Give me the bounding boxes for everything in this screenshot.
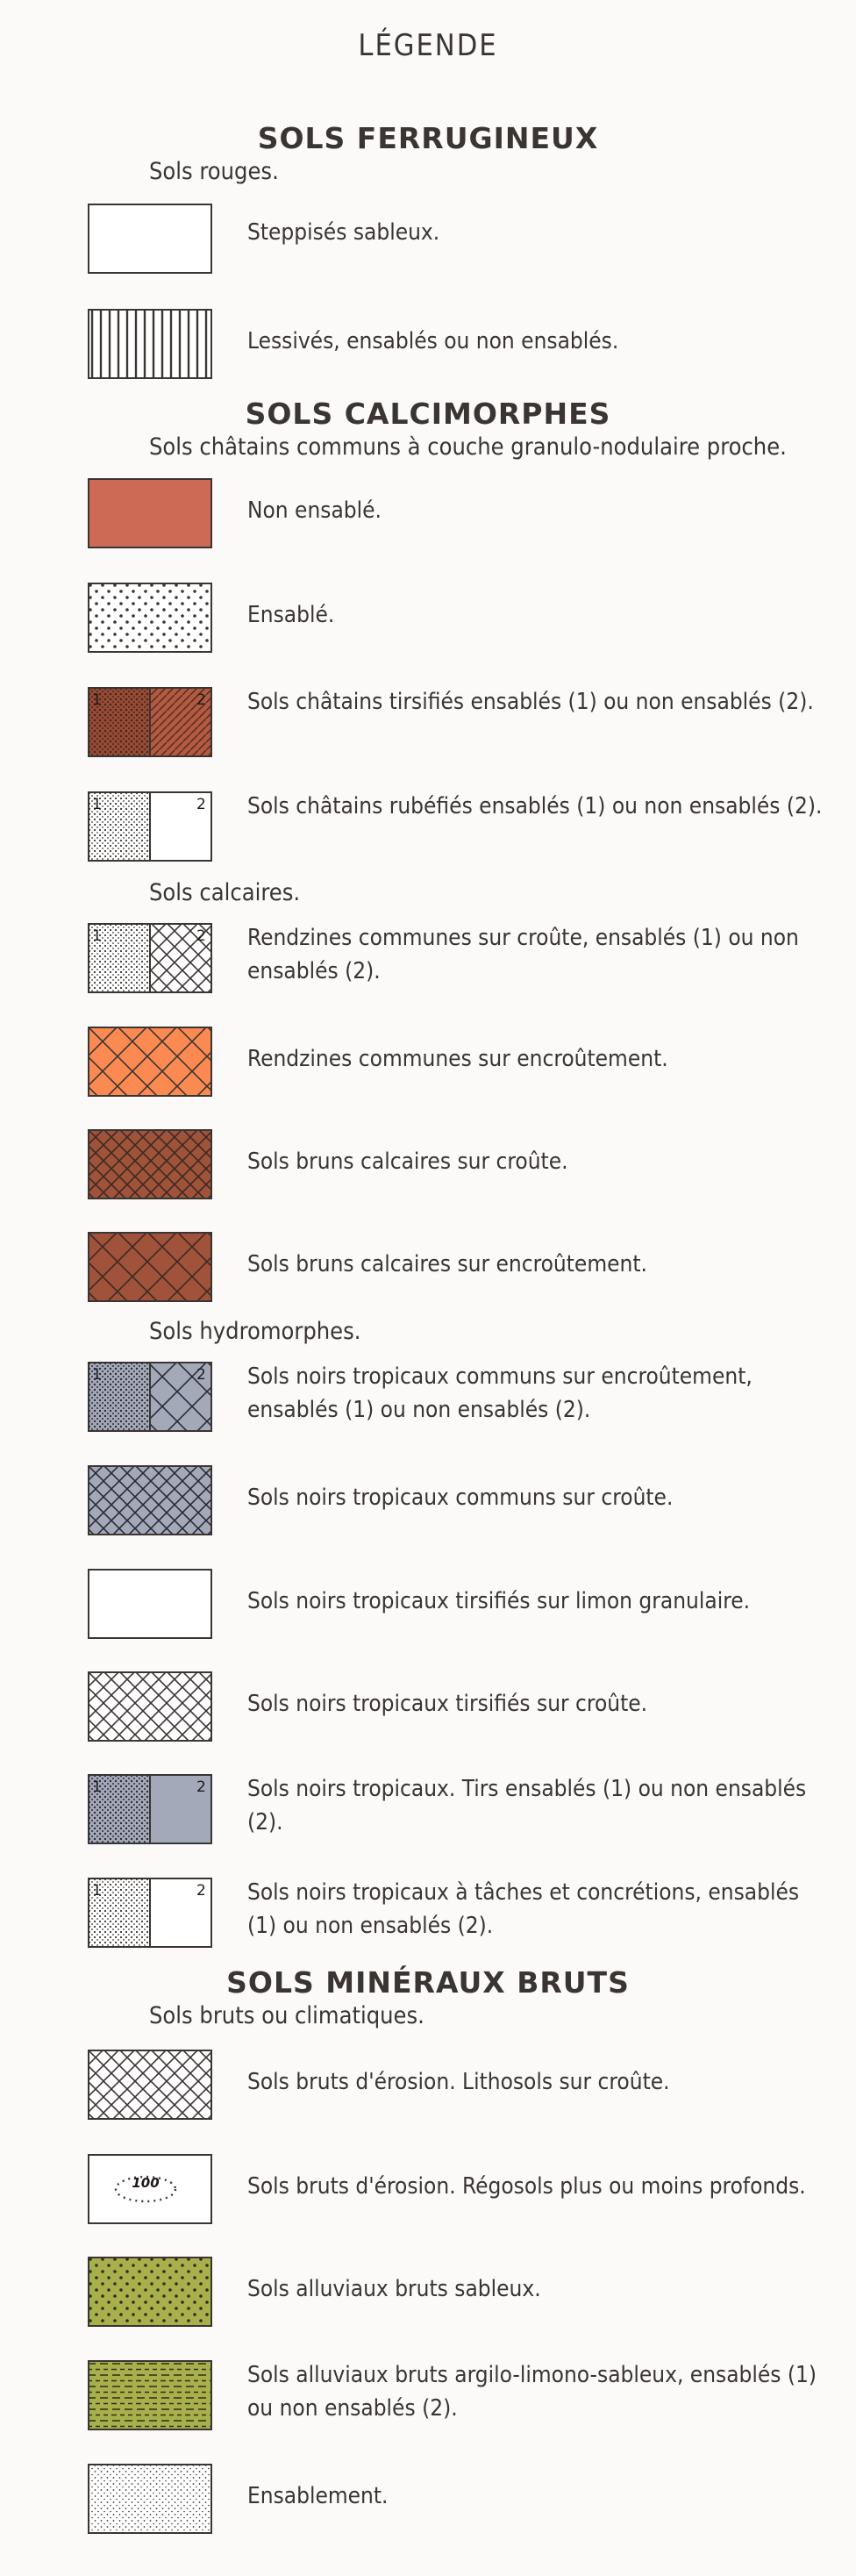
- swatch-chestnut-split: [88, 687, 212, 757]
- section-title-mineraux-bruts: SOLS MINÉRAUX BRUTS: [226, 1965, 630, 2000]
- swatch-dots-blank-split: [88, 791, 212, 862]
- legend-item-bruns-croute: [0, 1129, 856, 1208]
- legend-label: Sols noirs tropicaux. Tirs ensablés (1) ou non ensablés (2).: [247, 1776, 807, 1835]
- legend-item-lessives: [0, 309, 856, 388]
- swatch-brown-large-crosshatch: [88, 1232, 212, 1302]
- group-label-sols-bruts: Sols bruts ou climatiques.: [149, 2002, 424, 2029]
- legend-item-noirs-tirsifies-croute: [0, 1671, 856, 1750]
- swatch-blank: [88, 204, 212, 274]
- legend-label: Sols bruts d'érosion. Lithosols sur croûte.: [247, 2069, 670, 2095]
- regosol-depth-mark: 100: [132, 2175, 160, 2191]
- swatch-mark-one: 1: [92, 796, 102, 813]
- section-title-calcimorphes: SOLS CALCIMORPHES: [245, 397, 611, 431]
- legend-label: Rendzines communes sur encroûtement.: [247, 1046, 668, 1072]
- swatch-mark-two: 2: [196, 1882, 206, 1900]
- swatch-mark-one: 1: [92, 927, 102, 945]
- swatch-grey-dots-plain-split: [88, 1774, 212, 1844]
- swatch-olive-dots: [88, 2257, 212, 2327]
- legend-label: Sols alluviaux bruts argilo-limono-sableux, ensablés (1) ou non ensablés (2).: [247, 2362, 817, 2422]
- legend-item-rendzines-croute: [0, 923, 856, 1002]
- legend-item-noirs-limon: [0, 1569, 856, 1648]
- swatch-mark-one: 1: [92, 691, 102, 709]
- swatch-grey-dense-crosshatch: [88, 1465, 212, 1535]
- legend-label: Steppisés sableux.: [247, 219, 440, 246]
- swatch-grey-dots-crosshatch-split: [88, 1362, 212, 1432]
- swatch-dots-crosshatch-split: [88, 923, 212, 993]
- legend-item-regosols: [0, 2154, 856, 2233]
- legend-item-chatains-rubefies: [0, 791, 856, 870]
- legend-label: Sols noirs tropicaux communs sur encroûtement, ensablés (1) ou non ensablés (2).: [247, 1363, 753, 1423]
- swatch-blank: [88, 1569, 212, 1639]
- legend-title: LÉGENDE: [358, 28, 498, 63]
- swatch-mark-two: 2: [196, 796, 206, 813]
- legend-item-chatains-tirsifies: [0, 687, 856, 766]
- swatch-brown-dense-crosshatch: [88, 1129, 212, 1199]
- swatch-mark-two: 2: [196, 1366, 206, 1384]
- section-title-ferrugineux: SOLS FERRUGINEUX: [257, 121, 599, 155]
- swatch-mark-two: 2: [196, 691, 206, 709]
- legend-label: Lessivés, ensablés ou non ensablés.: [247, 328, 619, 354]
- legend-label: Rendzines communes sur croûte, ensablés (1) ou non ensablés (2).: [247, 925, 799, 984]
- legend-item-ensable: [0, 583, 856, 662]
- legend-label: Sols châtains tirsifiés ensablés (1) ou non ensablés (2).: [247, 689, 814, 715]
- legend-label: Non ensablé.: [247, 497, 382, 524]
- swatch-mark-two: 2: [196, 1778, 206, 1796]
- legend-label: Ensablement.: [247, 2483, 389, 2509]
- legend-label: Sols noirs tropicaux tirsifiés sur croûte.: [247, 1691, 648, 1717]
- swatch-fine-stipple: [88, 2464, 212, 2534]
- group-label-sols-rouges: Sols rouges.: [149, 158, 279, 185]
- swatch-dots-blank-split: [88, 1878, 212, 1948]
- swatch-mark-one: 1: [92, 1882, 102, 1900]
- swatch-mark-two: 2: [196, 927, 206, 945]
- swatch-olive-dashes: [88, 2360, 212, 2430]
- swatch-mark-one: 1: [92, 1778, 102, 1796]
- swatch-white-crosshatch: [88, 1671, 212, 1742]
- swatch-dots: [88, 583, 212, 653]
- legend-label: Sols noirs tropicaux à tâches et concrétions, ensablés (1) ou non ensablés (2).: [247, 1879, 800, 1939]
- legend-label: Sols noirs tropicaux tirsifiés sur limon granulaire.: [247, 1588, 751, 1614]
- legend-label: Sols bruts d'érosion. Régosols plus ou moins profonds.: [247, 2173, 806, 2200]
- legend-item-alluviaux-argilo: [0, 2360, 856, 2439]
- legend-item-lithosols: [0, 2050, 856, 2129]
- legend-item-non-ensable: [0, 478, 856, 557]
- group-label-sols-chatains: Sols châtains communs à couche granulo-nodulaire proche.: [149, 433, 787, 461]
- legend-label: Sols alluviaux bruts sableux.: [247, 2276, 541, 2302]
- swatch-orange-crosshatch: [88, 1027, 212, 1097]
- legend-item-bruns-encroutement: [0, 1232, 856, 1311]
- swatch-white-crosshatch: [88, 2050, 212, 2120]
- legend-item-noirs-taches: [0, 1878, 856, 1957]
- legend-item-ensablement: [0, 2464, 856, 2543]
- swatch-vertical-lines: [88, 309, 212, 379]
- legend-item-noirs-croute: [0, 1465, 856, 1544]
- legend-label: Ensablé.: [247, 602, 335, 628]
- legend-label: Sols châtains rubéfiés ensablés (1) ou non ensablés (2).: [247, 793, 823, 819]
- legend-item-noirs-tirs: [0, 1774, 856, 1853]
- legend-item-rendzines-encroutement: [0, 1027, 856, 1106]
- swatch-red-brown: [88, 478, 212, 548]
- legend-item-noirs-encroutement: [0, 1362, 856, 1441]
- legend-label: Sols bruns calcaires sur croûte.: [247, 1148, 568, 1175]
- legend-label: Sols bruns calcaires sur encroûtement.: [247, 1251, 647, 1277]
- group-label-sols-hydromorphes: Sols hydromorphes.: [149, 1318, 361, 1345]
- group-label-sols-calcaires: Sols calcaires.: [149, 879, 301, 906]
- swatch-mark-one: 1: [92, 1366, 102, 1384]
- legend-label: Sols noirs tropicaux communs sur croûte.: [247, 1485, 674, 1511]
- legend-item-steppises-sableux: [0, 204, 856, 283]
- swatch-regosol-symbol: [88, 2154, 212, 2224]
- legend-item-alluviaux-sableux: [0, 2257, 856, 2336]
